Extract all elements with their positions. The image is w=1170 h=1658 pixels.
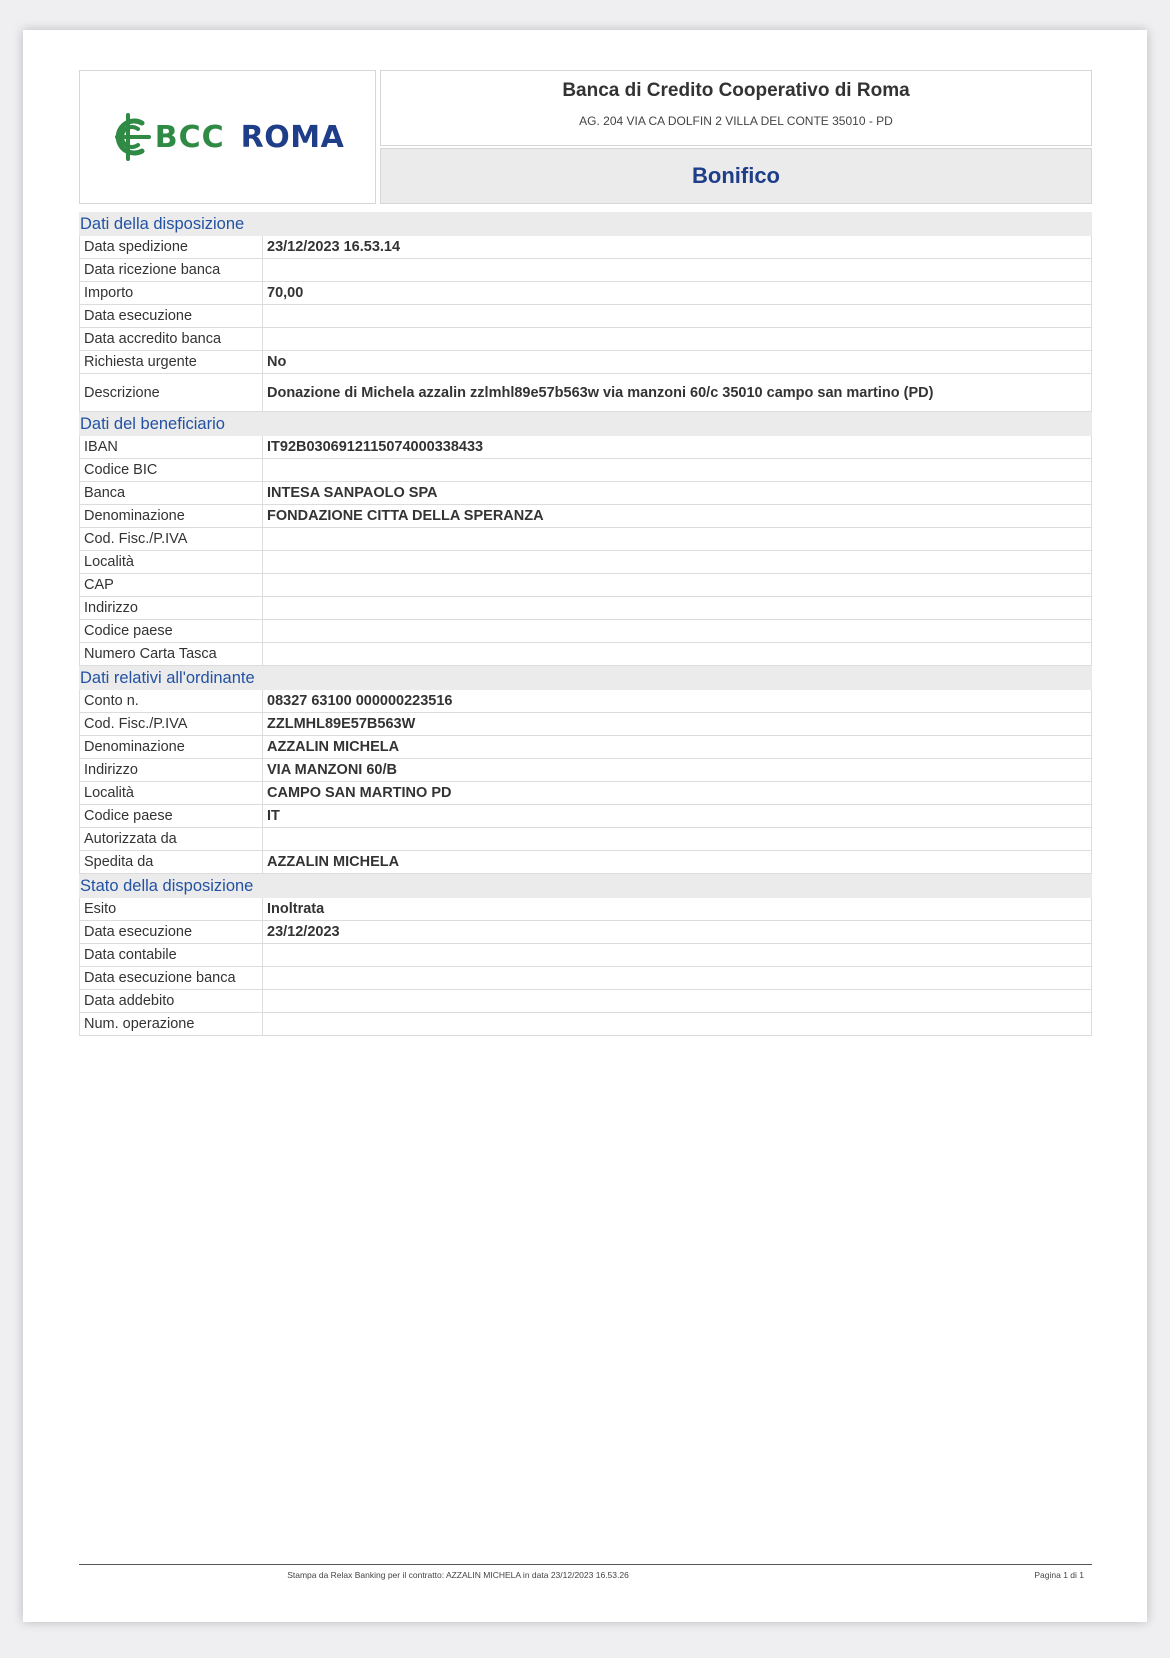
field-label: Numero Carta Tasca xyxy=(80,643,263,665)
table-row xyxy=(79,690,1092,713)
field-value xyxy=(263,990,1091,1012)
field-value xyxy=(263,643,1091,665)
field-label: Importo xyxy=(80,282,263,304)
field-label: Data accredito banca xyxy=(80,328,263,350)
field-value xyxy=(263,574,1091,596)
table-row xyxy=(79,328,1092,351)
table-row xyxy=(79,782,1092,805)
field-label: Autorizzata da xyxy=(80,828,263,850)
field-value: No xyxy=(267,354,287,370)
field-label: Banca xyxy=(80,482,263,504)
table-row xyxy=(79,643,1092,666)
field-value xyxy=(263,597,1091,619)
section-header: Stato della disposizione xyxy=(79,874,1092,898)
table-row xyxy=(79,505,1092,528)
field-value: Inoltrata xyxy=(267,901,325,917)
bank-address: AG. 204 VIA CA DOLFIN 2 VILLA DEL CONTE 35010 - PD xyxy=(579,114,893,128)
field-value: AZZALIN MICHELA xyxy=(267,739,400,755)
page-number: Pagina 1 di 1 xyxy=(1034,1570,1084,1580)
document-title: Bonifico xyxy=(692,163,780,188)
field-value xyxy=(263,1013,1091,1035)
table-row xyxy=(79,551,1092,574)
field-label: Denominazione xyxy=(80,736,263,758)
table-row xyxy=(79,436,1092,459)
field-value: IT92B0306912115074000338433 xyxy=(267,439,484,455)
title-box xyxy=(380,148,1092,204)
field-label: Codice paese xyxy=(80,620,263,642)
bcc-roma-logo xyxy=(111,113,345,161)
table-row xyxy=(79,351,1092,374)
field-label: Data esecuzione xyxy=(80,921,263,943)
table-row xyxy=(79,967,1092,990)
bank-header xyxy=(380,70,1092,204)
table-row xyxy=(79,990,1092,1013)
field-label: Località xyxy=(80,551,263,573)
section-header: Dati della disposizione xyxy=(79,212,1092,236)
section-header: Dati del beneficiario xyxy=(79,412,1092,436)
field-value: VIA MANZONI 60/B xyxy=(267,762,397,778)
table-row xyxy=(79,759,1092,782)
field-label: Cod. Fisc./P.IVA xyxy=(80,713,263,735)
document-header xyxy=(79,70,1092,204)
logo-roma-text: ROMA xyxy=(240,119,345,155)
field-label: Codice paese xyxy=(80,805,263,827)
field-label: Indirizzo xyxy=(80,597,263,619)
field-label: Località xyxy=(80,782,263,804)
field-value: Donazione di Michela azzalin zzlmhl89e57b563w via manzoni 60/c 35010 campo san martino (PD) xyxy=(267,384,934,401)
table-row xyxy=(79,236,1092,259)
table-row xyxy=(79,805,1092,828)
table-row xyxy=(79,828,1092,851)
field-value: AZZALIN MICHELA xyxy=(267,854,400,870)
field-label: Conto n. xyxy=(80,690,263,712)
table-row xyxy=(79,944,1092,967)
table-row xyxy=(79,597,1092,620)
field-label: Spedita da xyxy=(80,851,263,873)
field-value: 08327 63100 000000223516 xyxy=(267,693,453,709)
logo-box xyxy=(79,70,376,204)
field-value xyxy=(263,828,1091,850)
logo-bcc-text: BCC xyxy=(154,119,225,155)
field-value xyxy=(263,259,1091,281)
field-value: FONDAZIONE CITTA DELLA SPERANZA xyxy=(267,508,544,524)
field-value: 23/12/2023 xyxy=(267,924,340,940)
field-value: 70,00 xyxy=(267,285,304,301)
bcc-emblem-icon xyxy=(111,113,151,161)
field-label: CAP xyxy=(80,574,263,596)
table-row xyxy=(79,620,1092,643)
field-value xyxy=(263,328,1091,350)
print-note: Stampa da Relax Banking per il contratto: AZZALIN MICHELA in data 23/12/2023 16.53.26 xyxy=(287,1570,629,1580)
field-label: Cod. Fisc./P.IVA xyxy=(80,528,263,550)
table-row xyxy=(79,259,1092,282)
field-label: Esito xyxy=(80,898,263,920)
field-label: Indirizzo xyxy=(80,759,263,781)
field-value xyxy=(263,551,1091,573)
table-row xyxy=(79,1013,1092,1036)
table-row xyxy=(79,374,1092,412)
field-label: Data esecuzione banca xyxy=(80,967,263,989)
field-value xyxy=(263,528,1091,550)
field-label: Data contabile xyxy=(80,944,263,966)
field-value: 23/12/2023 16.53.14 xyxy=(267,239,401,255)
field-label: Data spedizione xyxy=(80,236,263,258)
table-row xyxy=(79,736,1092,759)
page-footer xyxy=(79,1564,1092,1585)
document-page xyxy=(23,30,1147,1622)
table-row xyxy=(79,713,1092,736)
field-value xyxy=(263,459,1091,481)
field-label: Data addebito xyxy=(80,990,263,1012)
field-label: Denominazione xyxy=(80,505,263,527)
field-label: Data ricezione banca xyxy=(80,259,263,281)
details-table xyxy=(79,212,1092,1036)
table-row xyxy=(79,574,1092,597)
field-value xyxy=(263,620,1091,642)
table-row xyxy=(79,305,1092,328)
field-value xyxy=(263,944,1091,966)
table-row xyxy=(79,282,1092,305)
field-label: IBAN xyxy=(80,436,263,458)
field-label: Num. operazione xyxy=(80,1013,263,1035)
field-value: IT xyxy=(267,808,280,824)
table-row xyxy=(79,528,1092,551)
field-value: INTESA SANPAOLO SPA xyxy=(267,485,438,501)
table-row xyxy=(79,482,1092,505)
table-row xyxy=(79,898,1092,921)
table-row xyxy=(79,459,1092,482)
field-label: Descrizione xyxy=(80,374,263,411)
field-label: Data esecuzione xyxy=(80,305,263,327)
bank-name: Banca di Credito Cooperativo di Roma xyxy=(562,80,910,101)
field-label: Codice BIC xyxy=(80,459,263,481)
field-value xyxy=(263,305,1091,327)
section-header: Dati relativi all'ordinante xyxy=(79,666,1092,690)
table-row xyxy=(79,921,1092,944)
bank-info-box xyxy=(380,70,1092,146)
document-content xyxy=(79,70,1092,1036)
field-value xyxy=(263,967,1091,989)
table-row xyxy=(79,851,1092,874)
field-value: ZZLMHL89E57B563W xyxy=(267,716,416,732)
field-label: Richiesta urgente xyxy=(80,351,263,373)
field-value: CAMPO SAN MARTINO PD xyxy=(267,785,452,801)
